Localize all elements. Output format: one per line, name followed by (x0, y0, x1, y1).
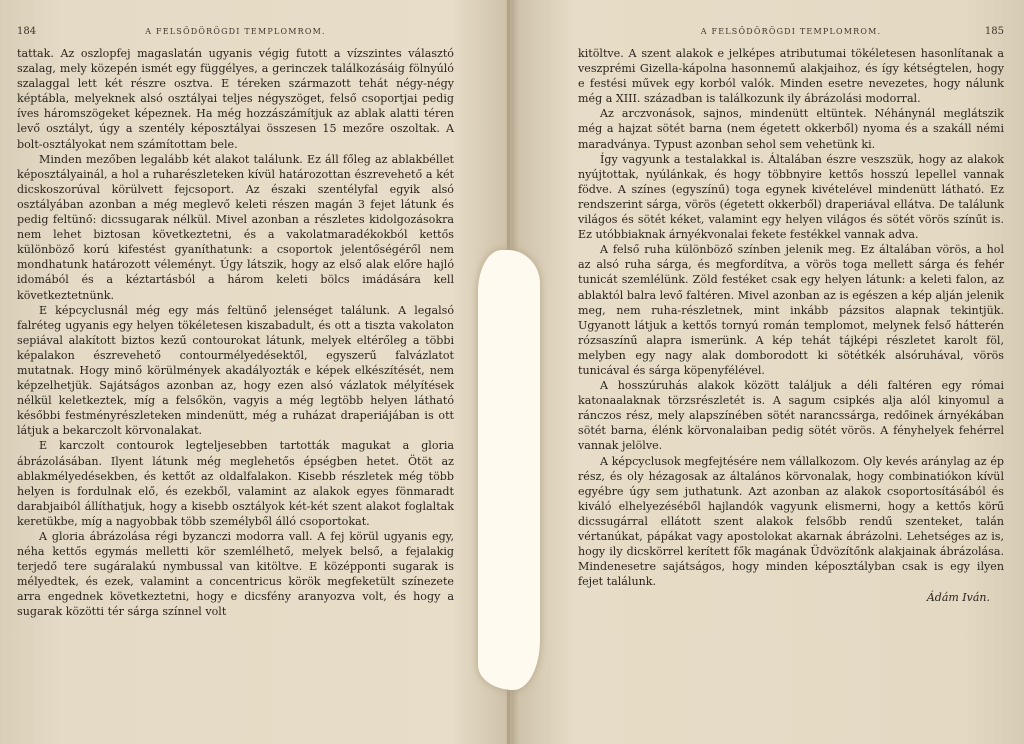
left-paragraph-2: Minden mezőben legalább két alakot találunk. Ez áll főleg az ablakbéllet képosztályainál, a hol a ruharészleteken kívül határozottan észrevehető a két dicskoszorúval körülvett fejcsoport. Az északi szentélyfal egyik alsó osztályában azonban a még meglevő keleti részen magán 3 fejet látunk és pedig feltünő: dicssugarak nélkül. Mivel azonban a részletes kidolgozásokra nem lehet biztosan következtetni, és a vakolatmaradékokból kettős különböző korú kifestést gyaníthatunk: a csoportok jelentőségéről nem mondhatunk határozott véleményt. Úgy látszik, hogy az első alak előre hajló idomából és a kéztartásból a három keleti bölcs imádására kell következtetnünk. (17, 152, 454, 302)
right-running-head (578, 26, 1004, 46)
right-paragraph-5: A hosszúruhás alakok között találjuk a déli faltéren egy római katonaalaknak törzsrészletét is. A sagum csipkés alja alól kinyomul a ránczos rész, mely alapszínében sötét narancssárga, redőinek árnyékában sötét barna, élénk körvonalaiban pedig sötét vörös. A fényhelyek fehérrel vannak jelölve. (578, 379, 1004, 453)
right-page (516, 0, 1024, 744)
left-page-number: 184 (17, 26, 37, 37)
torn-paper-hole (492, 600, 522, 660)
left-paragraph-1: tattak. Az oszlopfej magaslatán ugyanis végig futott a vízszintes választó szalag, mely közepén ismét egy függélyes, a gerinczek találkozásáig fölnyúló szalaggal lett két részre osztva. E téreken származott tehát négy-négy képtábla, melyeknek alsó osztályai teljes négyszöget, felső csoportjai pedig íves háromszögeket képeznek. Ha még hozzászámítjuk az ablak alatti téren levő osztályt, úgy a szentély képosztályai összesen 15 mezőre oszoltak. A bolt-osztályokat nem számítottam bele. (17, 47, 454, 151)
left-running-title: A FELSŐDÖRÖGDI TEMPLOMROM. (145, 27, 326, 36)
right-paragraph-2: Az arczvonások, sajnos, mindenütt eltüntek. Néhánynál meglátszik még a hajzat sötét barna (nem égetett okkerből) nyoma és a szakáll némi maradványa. Typust azonban sehol sem vehetünk ki. (578, 107, 1004, 151)
right-paragraph-4: A felső ruha különböző színben jelenik meg. Ez általában vörös, a hol az alsó ruha sárga, és megfordítva, a vörös toga mellett sárga és fehér tunicát szemlélünk. Zöld festéket csak egy helyen látunk: a keleti falon, az ablaktól balra levő faltéren. Mivel azonban az is egészen a kép alján jelenik meg, nem ruha-részletnek, mint inkább pázsitos alapnak tekintjük. Ugyanott látjuk a kettős tornyú román templomot, melynek felső hátterén rózsaszínű alapra ismerünk. A kép tehát tájképi részletet karolt föl, melyben egy nagy alak domborodott ki sötétkék alsóruhával, vörös tunicával és sárga köpenyfélével. (578, 243, 1004, 377)
right-page-body (578, 46, 1004, 604)
left-paragraph-5: A gloria ábrázolása régi byzanczi modorra vall. A fej körül ugyanis egy, néha kettős egymás melletti kör szemlélhető, melyek belső, a fejalakig terjedő tere sugáralakú nymbussal van kitöltve. E középponti sugarak is mélyedtek, és ezek, valamint a concentricus körök megfeketült színezete arra engednek következtetni, hogy e dicsfény aranyozva volt, és hogy a sugarak közötti tér sárga színnel volt (17, 530, 454, 619)
left-page (0, 0, 508, 744)
right-paragraph-6: A képcyclusok megfejtésére nem vállalkozom. Oly kevés aránylag az ép rész, és oly hézagosak az általános körvonalak, hogy combinatiókon kívül egyébre úgy sem juthatunk. Azt azonban az alakok csoportosításából és kiváló elhelyezéséből hajlandók vagyunk elismerni, hogy a kettős körű dicssugárral ellátott szent alakok felsőbb rendű szenteket, talán vértanúkat, pápákat vagy apostolokat akarnak ábrázolni. Lehetséges az is, hogy ily dicskörrel kerített fők magának Üdvözítőnk alakjainak ábrázolása. Mindenesetre sajátságos, hogy minden képosztályban csak is egy ilyen fejet találunk. (578, 454, 1004, 589)
left-running-head (17, 26, 454, 46)
right-paragraph-3: Így vagyunk a testalakkal is. Általában észre veszszük, hogy az alakok nyújtottak, nyúlánkak, és hogy többnyire kettős hosszú lepellel vannak födve. A színes (egyszínű) toga egynek kivételével mindenütt látható. Ez rendszerint sárga, vörös (égetett okkerből) draperiával ellátva. De találunk világos és sötét kéket, valamint egy helyen világos és sötét vörös színűt is. Ez utóbbiaknak árnyékvonalai fekete festékkel vannak adva. (578, 152, 1004, 242)
left-paragraph-4: E karczolt contourok legteljesebben tartották magukat a gloria ábrázolásában. Ilyent látunk még meglehetős épségben hetet. Ötöt az ablakmélyedésekben, és kettőt az oldalfalakon. Kisebb részletek még több helyen is fordulnak elő, és ezekből, valamint az alakok egyes fönmaradt darabjaiból állíthatjuk, hogy a kisebb osztályok két-két szent alakot foglaltak keretükbe, míg a nagyobbak több személyből álló csoportokat. (17, 439, 454, 528)
right-running-title: A FELSŐDÖRÖGDI TEMPLOMROM. (700, 27, 882, 36)
left-paragraph-3: E képcyclusnál még egy más feltünő jelenséget találunk. A legalsó falréteg ugyanis egy helyen tökéletesen kiszabadult, és ott a tiszta vakolaton sepiával alakított biztos kezű contourokat látunk, melyek eltérőleg a többi képalakon észrevehető contourmélyedésektől, egyszerű falvázlatot mutatnak. Hogy minő körülmények akadályozták e képek elkészítését, nem képzelhetjük. Sajátságos azonban az, hogy ezen alsó vázlatok mélyítések nélkül keletkeztek, míg a felsőkön, vagyis a még legtöbb helyen látható későbbi festményrészleteken mindenütt, még a ruházat draperiájában is ott látjuk a bekarczolt körvonalakat. (17, 303, 454, 438)
right-paragraph-1: kitöltve. A szent alakok e jelképes atributumai tökéletesen hasonlítanak a veszprémi Gizella-kápolna hasonnemű alakjaihoz, és így kétségtelen, hogy e festési művek egy korból valók. Minden esetre nevezetes, hogy nálunk még a XIII. században is találkozunk ily ábrázolási modorral. (578, 47, 1004, 106)
right-page-number: 185 (984, 26, 1004, 37)
author-signature: Ádám Iván. (926, 591, 990, 605)
left-page-body (17, 46, 454, 620)
